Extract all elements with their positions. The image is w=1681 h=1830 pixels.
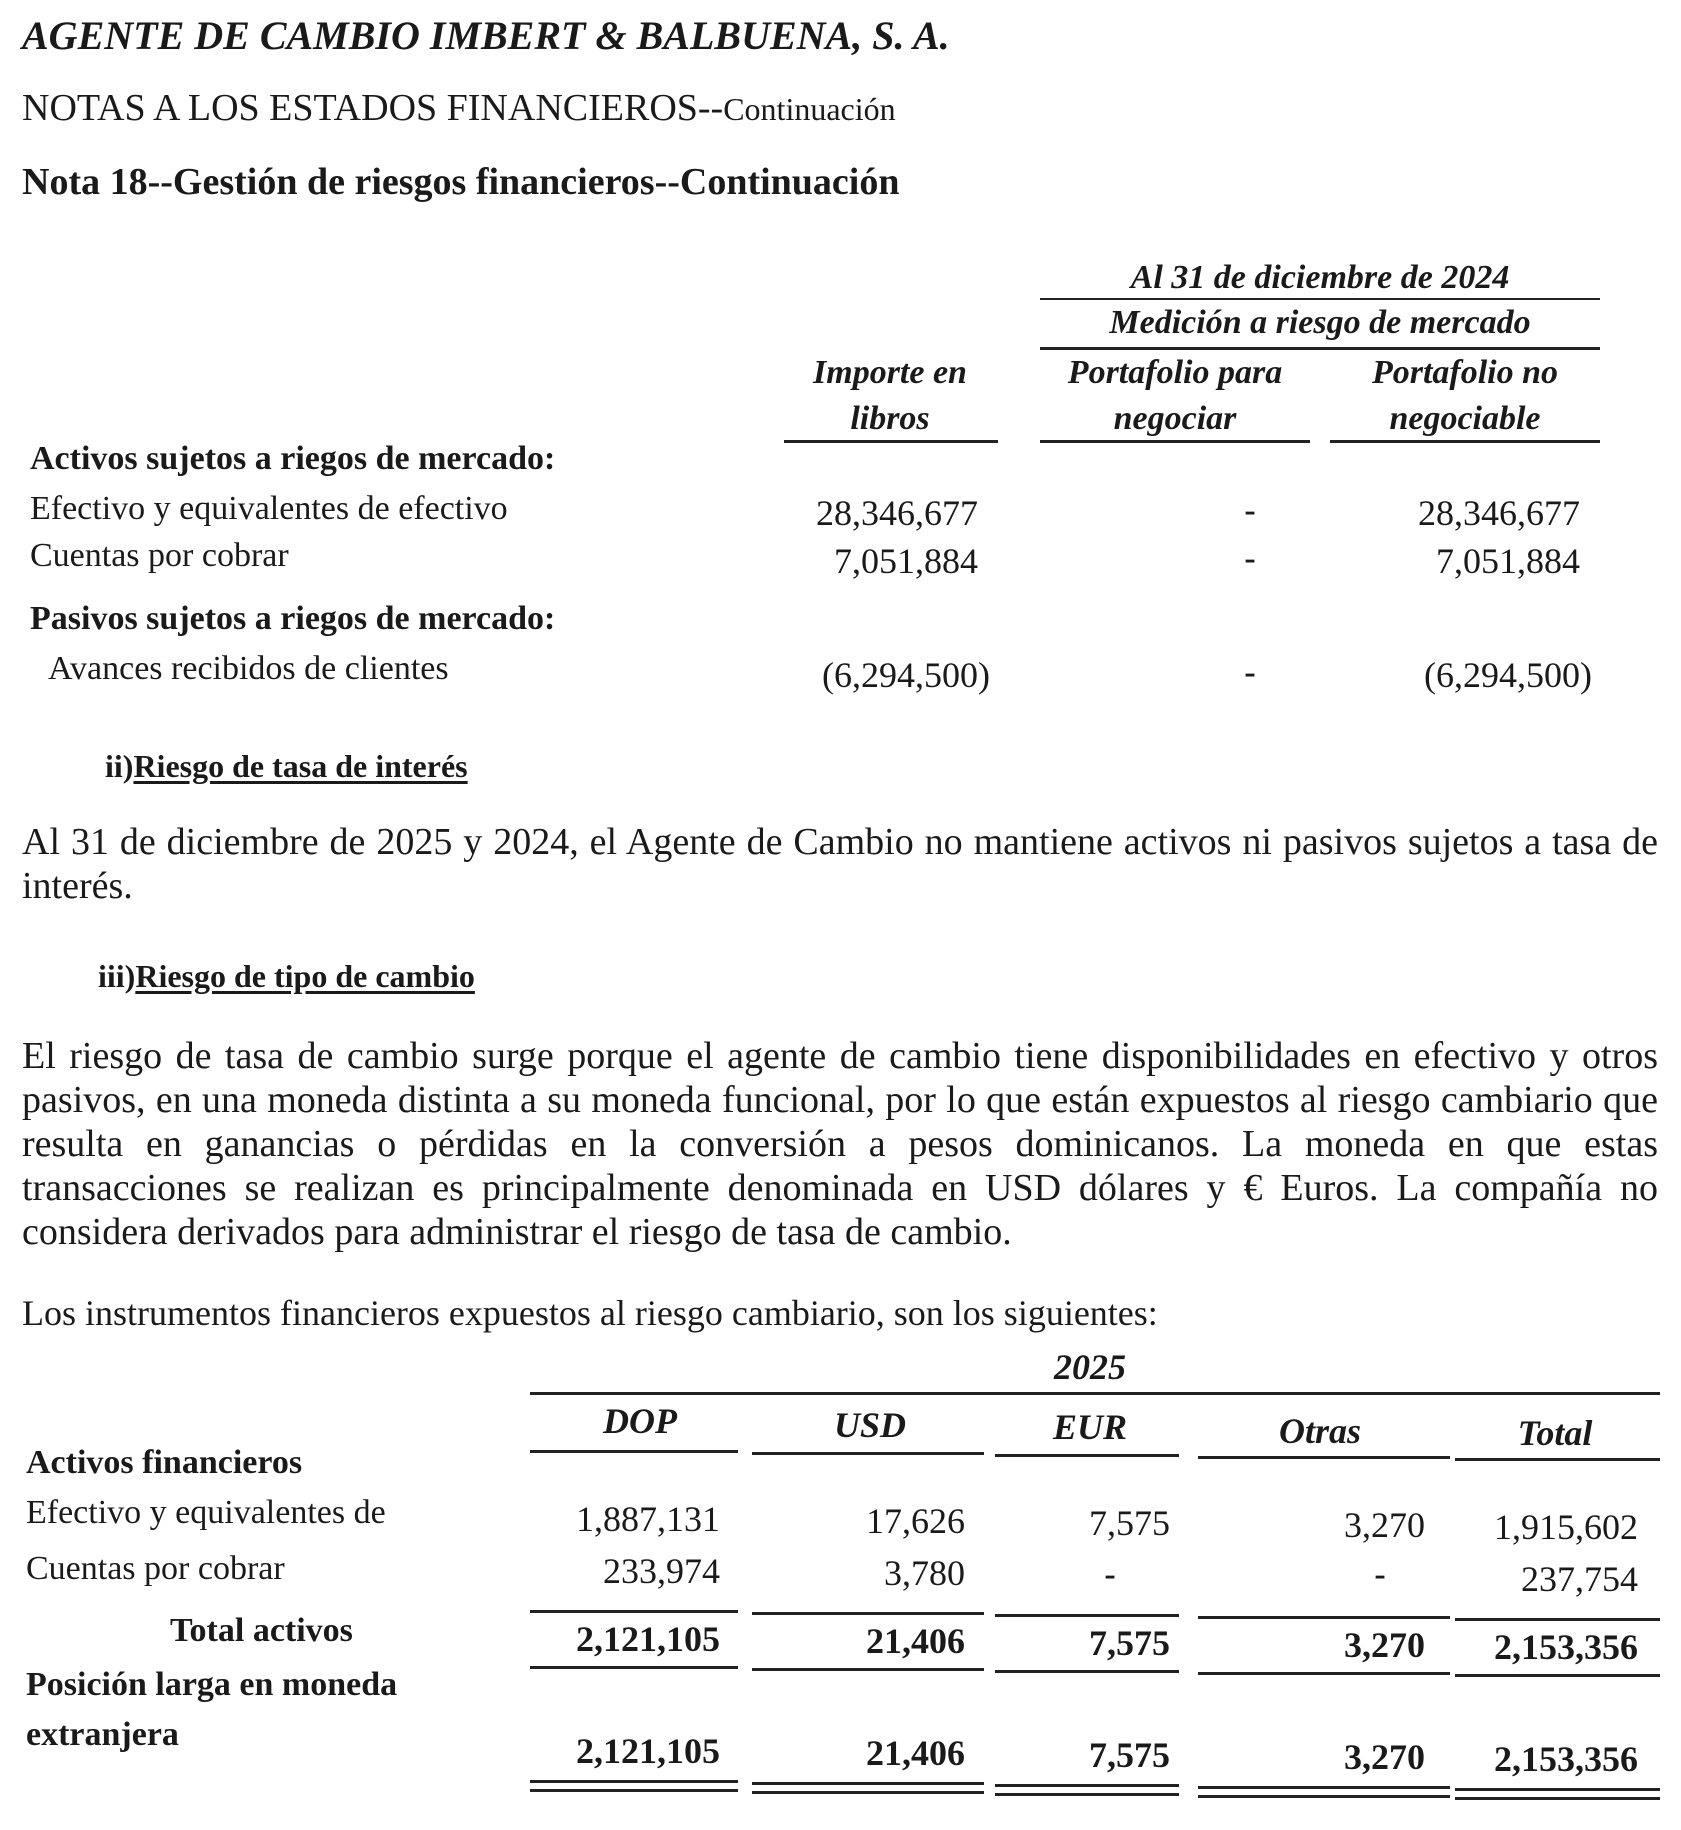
section-title: Riesgo de tasa de interés [133, 748, 468, 784]
value-books: 28,346,677 [816, 493, 978, 533]
value-trading: - [1244, 654, 1256, 691]
subtotal-rule-usd [752, 1612, 984, 1615]
table1-date-rule [1040, 298, 1600, 300]
double-rule-total [1455, 1788, 1660, 1800]
section-title: Riesgo de tipo de cambio [135, 958, 475, 994]
value-books: (6,294,500) [822, 655, 990, 695]
col-header-books: Importe en libros [813, 354, 967, 437]
col-header-eur: EUR [1052, 1407, 1128, 1447]
total-rule-total [1455, 1674, 1660, 1677]
value-non-trading: 7,051,884 [1436, 541, 1580, 581]
value-total: 237,754 [1521, 1559, 1638, 1599]
col-rule-eur [995, 1454, 1179, 1457]
value-eur: 7,575 [1089, 1503, 1170, 1543]
value-trading: - [1244, 492, 1256, 529]
value-trading: - [1244, 540, 1256, 577]
long-position-label-line1: Posición larga en moneda [26, 1666, 398, 1703]
row-label: Efectivo y equivalentes de [26, 1494, 386, 1531]
subtitle-continuation: Continuación [723, 91, 896, 127]
long-position-label-line2: extranjera [26, 1716, 179, 1753]
subtitle-main: NOTAS A LOS ESTADOS FINANCIEROS-- [22, 87, 724, 129]
value-books: 7,051,884 [834, 541, 978, 581]
total-assets-label: Total activos [170, 1612, 353, 1649]
total-rule-otras [1198, 1672, 1450, 1675]
value-non-trading: 28,346,677 [1418, 493, 1580, 533]
row-label: Avances recibidos de clientes [48, 650, 449, 687]
company-name: AGENTE DE CAMBIO IMBERT & BALBUENA, S. A. [22, 13, 950, 58]
double-rule-dop [530, 1780, 738, 1792]
col-rule-usd [752, 1452, 984, 1455]
exchange-rate-risk-heading [98, 958, 475, 995]
position-dop: 2,121,105 [576, 1731, 720, 1771]
subtotal-rule-otras [1198, 1616, 1450, 1619]
total-usd: 21,406 [866, 1621, 965, 1661]
table2-year: 2025 [1054, 1347, 1126, 1387]
value-otras: 3,270 [1344, 1505, 1425, 1545]
subtotal-rule-total [1455, 1618, 1660, 1621]
value-dop: 1,887,131 [576, 1499, 720, 1539]
position-eur: 7,575 [1089, 1735, 1170, 1775]
value-dop: 233,974 [603, 1551, 720, 1591]
total-rule-usd [752, 1668, 984, 1671]
value-usd: 17,626 [866, 1501, 965, 1541]
double-rule-otras [1198, 1786, 1450, 1798]
liabilities-section-title: Pasivos sujetos a riegos de mercado: [30, 600, 556, 637]
interest-rate-risk-text: Al 31 de diciembre de 2025 y 2024, el Agente de Cambio no mantiene activos ni pasivos sujetos a tasa de interés. [22, 821, 1658, 907]
value-usd: 3,780 [884, 1553, 965, 1593]
double-rule-usd [752, 1782, 984, 1794]
section-number: iii) [98, 958, 136, 994]
col-header-trading: Portafolio para negociar [1067, 354, 1283, 437]
row-label: Efectivo y equivalentes de efectivo [30, 490, 508, 527]
table2-year-rule [530, 1392, 1660, 1395]
value-eur: - [1104, 1556, 1116, 1593]
interest-rate-risk-heading [105, 748, 468, 785]
subtotal-rule-dop [530, 1610, 738, 1613]
total-rule-dop [530, 1666, 738, 1669]
col-header-otras: Otras [1278, 1411, 1362, 1451]
subtotal-rule-eur [995, 1614, 1179, 1617]
position-usd: 21,406 [866, 1733, 965, 1773]
note-title: Nota 18--Gestión de riesgos financieros--Continuación [22, 161, 900, 203]
position-total: 2,153,356 [1494, 1739, 1638, 1779]
col-rule-books [784, 440, 998, 443]
total-total: 2,153,356 [1494, 1627, 1638, 1667]
section-number: ii) [105, 748, 134, 784]
value-non-trading: (6,294,500) [1424, 655, 1592, 695]
value-otras: - [1374, 1556, 1386, 1593]
total-dop: 2,121,105 [576, 1619, 720, 1659]
total-rule-eur [995, 1670, 1179, 1673]
value-total: 1,915,602 [1494, 1507, 1638, 1547]
document-subtitle [22, 86, 896, 130]
col-rule-non-trading [1330, 440, 1600, 443]
row-label: Cuentas por cobrar [30, 537, 289, 574]
assets-section-title: Activos sujetos a riegos de mercado: [30, 440, 556, 477]
col-header-total: Total [1517, 1413, 1593, 1453]
total-otras: 3,270 [1344, 1625, 1425, 1665]
table1-group-heading: Medición a riesgo de mercado [1109, 304, 1531, 341]
col-rule-trading [1040, 440, 1310, 443]
col-rule-total [1455, 1458, 1660, 1461]
double-rule-eur [995, 1784, 1179, 1796]
row-label: Cuentas por cobrar [26, 1550, 285, 1587]
position-otras: 3,270 [1344, 1737, 1425, 1777]
table1-date-heading: Al 31 de diciembre de 2024 [1130, 259, 1510, 296]
total-eur: 7,575 [1089, 1623, 1170, 1663]
col-rule-otras [1198, 1456, 1450, 1459]
col-rule-dop [530, 1450, 738, 1453]
col-header-usd: USD [833, 1405, 907, 1445]
col-header-dop: DOP [603, 1401, 677, 1441]
financial-assets-title: Activos financieros [26, 1444, 303, 1481]
exchange-rate-risk-text: El riesgo de tasa de cambio surge porque el agente de cambio tiene disponibilidades en efectivo y otros pasivos, en una moneda distinta a su moneda funcional, por lo que están expuestos al riesgo cambiario que resulta en ganancias o pérdidas en la conversión a pesos dominicanos. La moneda en que estas transacciones se realizan es principalmente denominada en USD dólares y € Euros. La compañía no considera derivados para administrar el riesgo de tasa de cambio. [22, 1035, 1658, 1253]
col-header-non-trading: Portafolio no negociable [1371, 354, 1559, 437]
instruments-intro: Los instrumentos financieros expuestos al riesgo cambiario, son los siguientes: [22, 1293, 1158, 1333]
